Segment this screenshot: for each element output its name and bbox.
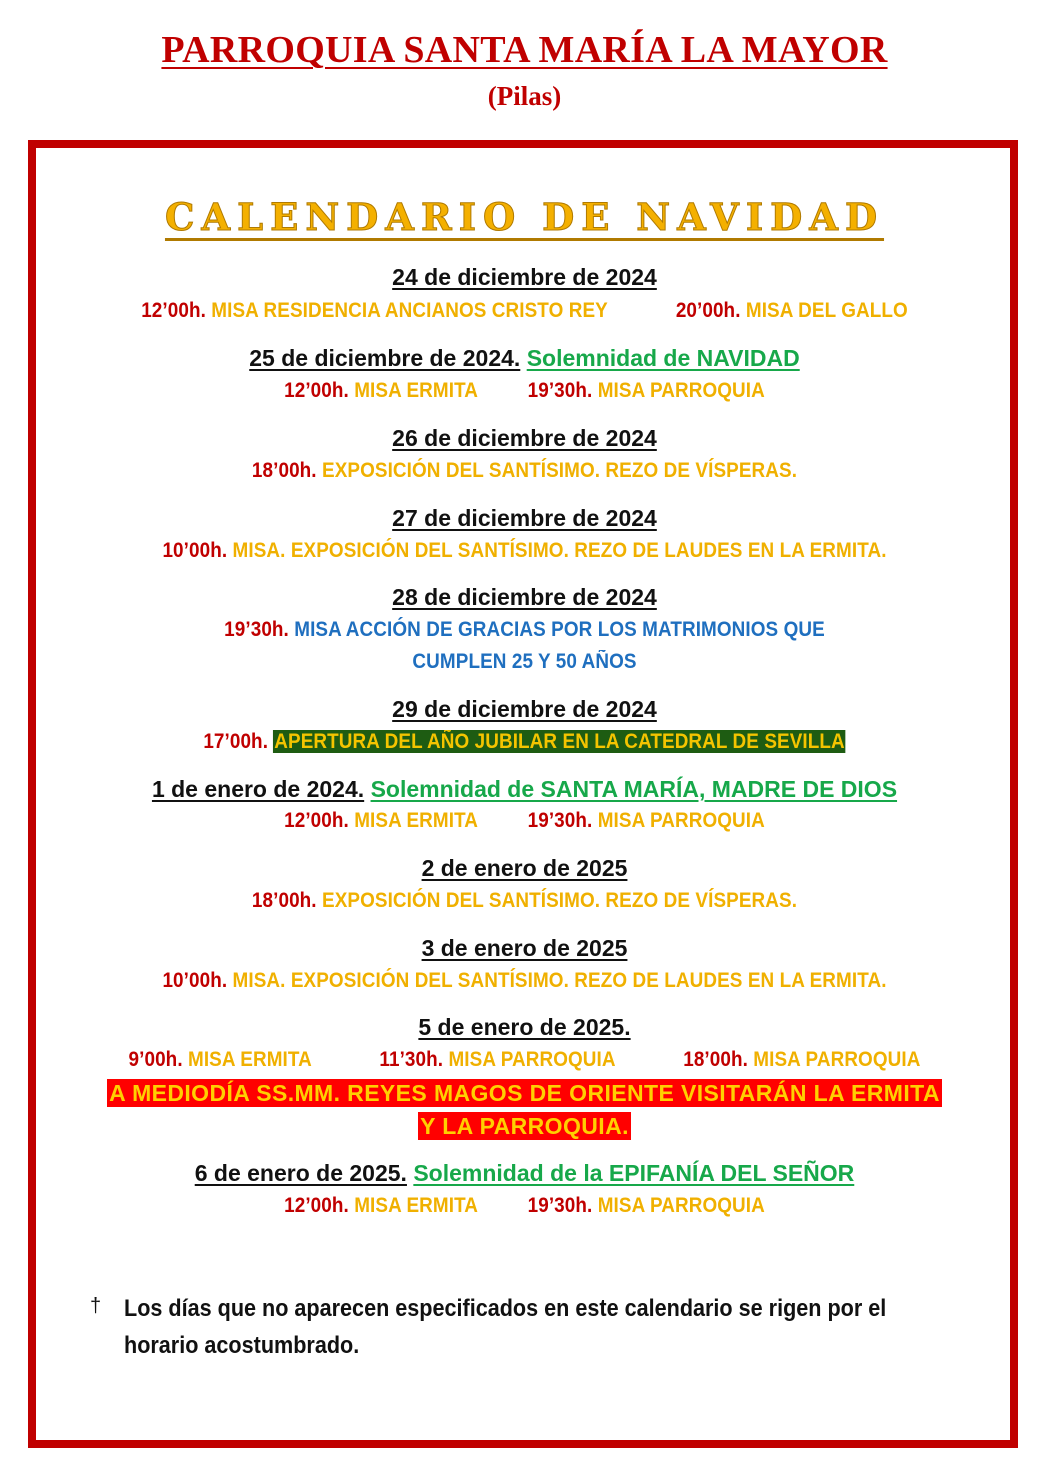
solemnity-label: Solemnidad de SANTA MARÍA, MADRE DE DIOS [370, 776, 898, 802]
event-text: MISA. EXPOSICIÓN DEL SANTÍSIMO. REZO DE LAUDES EN LA ERMITA. [232, 969, 887, 992]
event-time: 18’00h. [251, 459, 317, 482]
date-heading [0, 696, 1049, 723]
calendar-title: CALENDARIO DE NAVIDAD [164, 195, 885, 239]
event-text: MISA PARROQUIA [597, 379, 765, 402]
event-line-continuation [52, 650, 996, 674]
event-time: 9’00h. [128, 1048, 183, 1071]
event-text: EXPOSICIÓN DEL SANTÍSIMO. REZO DE VÍSPERAS. [322, 889, 798, 912]
announcement-line [0, 1113, 1049, 1140]
date-heading [0, 855, 1049, 882]
date-heading [0, 935, 1049, 962]
event-time: 19’30h. [224, 618, 289, 641]
event-line [52, 379, 996, 403]
event-line [52, 539, 996, 563]
event-line [52, 969, 996, 993]
event-time: 10’00h. [162, 969, 228, 992]
event-time: 12’00h. [284, 809, 349, 832]
date-heading [0, 1160, 1049, 1187]
event-text-highlighted: APERTURA DEL AÑO JUBILAR EN LA CATEDRAL DE SEVILLA [274, 730, 845, 753]
event-time: 20’00h. [675, 299, 741, 322]
announcement-text: Y LA PARROQUIA. [420, 1113, 629, 1139]
date-heading [0, 425, 1049, 452]
page-title: PARROQUIA SANTA MARÍA LA MAYOR [161, 29, 888, 71]
date-label: 28 de diciembre de 2024 [392, 584, 657, 610]
date-label: 6 de enero de 2025. [194, 1160, 407, 1186]
event-line [52, 730, 996, 754]
event-time: 12’00h. [284, 379, 349, 402]
date-heading [0, 345, 1049, 372]
event-text: MISA ACCIÓN DE GRACIAS POR LOS MATRIMONIOS QUE [294, 618, 825, 641]
date-heading [0, 584, 1049, 611]
event-text: MISA ERMITA [354, 379, 478, 402]
event-time: 19’30h. [527, 809, 593, 832]
event-line [52, 889, 996, 913]
event-text: CUMPLEN 25 Y 50 AÑOS [412, 650, 637, 673]
date-label: 25 de diciembre de 2024. [249, 345, 521, 371]
event-line [52, 809, 996, 833]
event-time: 18’00h. [251, 889, 317, 912]
event-text: EXPOSICIÓN DEL SANTÍSIMO. REZO DE VÍSPERAS. [322, 459, 798, 482]
date-heading [0, 776, 1049, 803]
event-text: MISA PARROQUIA [597, 1194, 765, 1217]
date-label: 3 de enero de 2025 [421, 935, 628, 961]
dagger-icon: † [90, 1295, 102, 1317]
date-label: 29 de diciembre de 2024 [392, 696, 657, 722]
event-line [52, 299, 996, 323]
event-text: MISA. EXPOSICIÓN DEL SANTÍSIMO. REZO DE LAUDES EN LA ERMITA. [232, 539, 887, 562]
date-heading [0, 1014, 1049, 1041]
footer-note [124, 1290, 912, 1364]
date-label: 5 de enero de 2025. [418, 1014, 631, 1040]
event-time: 17’00h. [203, 730, 269, 753]
solemnity-label: Solemnidad de la EPIFANÍA DEL SEÑOR [413, 1160, 855, 1186]
event-text: MISA DEL GALLO [745, 299, 908, 322]
date-label: 2 de enero de 2025 [421, 855, 628, 881]
page-subtitle: (Pilas) [487, 81, 562, 111]
date-label: 24 de diciembre de 2024 [392, 264, 657, 290]
note-line: horario acostumbrado. [124, 1332, 360, 1359]
announcement-text: A MEDIODÍA SS.MM. REYES MAGOS DE ORIENTE VISITARÁN LA ERMITA [109, 1080, 940, 1106]
event-time: 19’30h. [527, 379, 593, 402]
event-text: MISA PARROQUIA [448, 1048, 615, 1071]
event-text: MISA ERMITA [188, 1048, 312, 1071]
solemnity-label: Solemnidad de NAVIDAD [526, 345, 800, 371]
event-time: 18’00h. [683, 1048, 748, 1071]
event-time: 10’00h. [162, 539, 228, 562]
event-time: 19’30h. [527, 1194, 593, 1217]
event-text: MISA ERMITA [354, 809, 478, 832]
event-text: MISA RESIDENCIA ANCIANOS CRISTO REY [211, 299, 608, 322]
event-text: MISA ERMITA [354, 1194, 478, 1217]
event-text: MISA PARROQUIA [753, 1048, 921, 1071]
announcement-line [0, 1080, 1049, 1107]
date-heading [0, 505, 1049, 532]
event-line [52, 618, 996, 642]
note-line: Los días que no aparecen especificados en este calendario se rigen por el [124, 1295, 887, 1322]
date-label: 1 de enero de 2024. [151, 776, 365, 802]
date-label: 26 de diciembre de 2024 [392, 425, 657, 451]
event-line [52, 459, 996, 483]
event-time: 12’00h. [141, 299, 206, 322]
event-time: 12’00h. [284, 1194, 349, 1217]
date-label: 27 de diciembre de 2024 [392, 505, 657, 531]
event-text: MISA PARROQUIA [597, 809, 765, 832]
event-line [52, 1194, 996, 1218]
date-heading [0, 264, 1049, 291]
event-time: 11’30h. [379, 1048, 444, 1071]
event-line [52, 1048, 996, 1072]
